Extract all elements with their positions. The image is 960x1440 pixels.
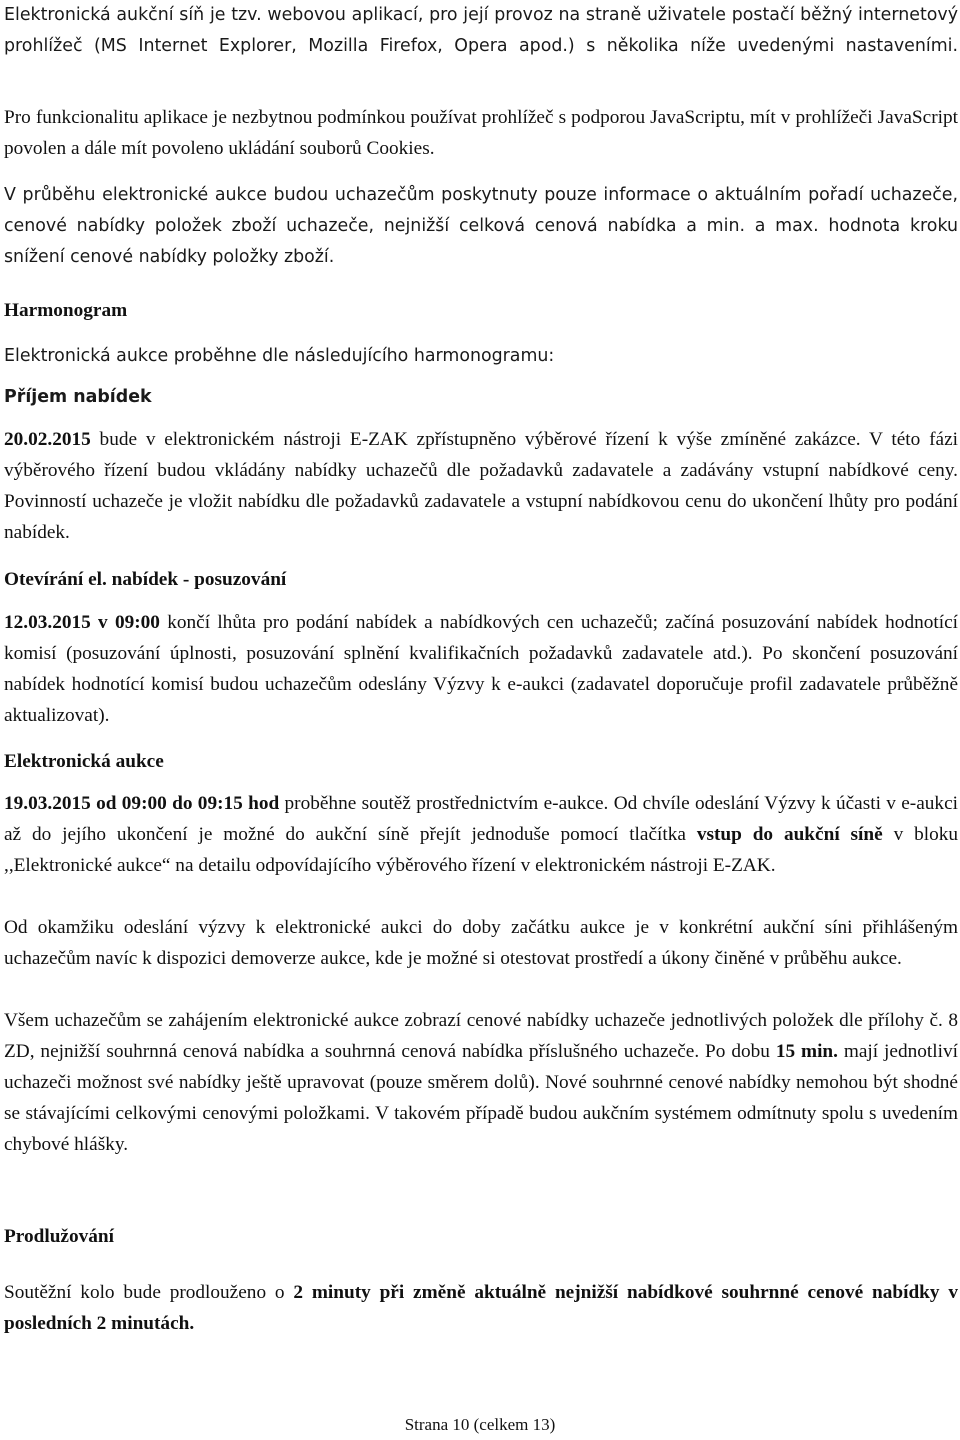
section-heading-harmonogram: Harmonogram bbox=[4, 300, 128, 321]
prijem-text-2: V této fázi výběrového řízení budou vkládány nabídky uchazečů dle požadavků zadavatele a zadávány vstupní nabídkové ceny. Povinností uchazeče je vložit nabídku dle požadavků zadavatele a vstupní nabídkovou cenu do ukončení lhůty pro podání nabídek. bbox=[4, 429, 958, 543]
prijem-text-1: bude v elektronickém nástroji E-ZAK zpřístupněno výběrové řízení k výše zmíněné zakázce. bbox=[90, 429, 870, 450]
aukce-text-2: v bloku ,,Elektronické aukce“ na detailu odpovídajícího výběrového řízení v elektronickém nástroji E-ZAK. bbox=[4, 824, 959, 876]
aukce-date: 19.03.2015 od 09:00 do 09:15 hod bbox=[4, 793, 280, 814]
section-heading-otevirani: Otevírání el. nabídek - posuzování bbox=[4, 569, 287, 590]
section-heading-prodluzovani: Prodlužování bbox=[4, 1226, 114, 1247]
intro-paragraph-1: Elektronická aukční síň je tzv. webovou aplikací, pro její provoz na straně uživatele postačí běžný internetový prohlížeč (MS Internet Explorer, Mozilla Firefox, Opera apod.) s několika níže uvedenými nastaveními. bbox=[4, 5, 958, 56]
aukce-paragraph-3 bbox=[4, 1005, 958, 1160]
aukce-p3-text-a: Všem uchazečům se zahájením elektronické aukce zobrazí cenové nabídky uchazeče jednotlivých položek dle přílohy č. 8 ZD, nejnižší souhrnná cenová nabídka a souhrnná cenová nabídka příslušného uchazeče. Po dobu bbox=[4, 1010, 958, 1062]
prodluzovani-text-a: Soutěžní kolo bude prodlouženo o bbox=[4, 1282, 294, 1303]
aukce-button-mention: vstup do aukční síně bbox=[696, 824, 883, 845]
aukce-p3-text-b: mají jednotliví uchazeči možnost své nabídky ještě upravovat (pouze směrem dolů). Nové souhrnné cenové nabídky nemohou být shodné se stávajícími celkovými cenovými položkami. V takovém případě budou aukčním systémem odmítnuty spolu s uvedením chybové hlášky. bbox=[4, 1041, 958, 1155]
prodluzovani-paragraph bbox=[4, 1277, 958, 1339]
section-heading-prijem: Příjem nabídek bbox=[4, 387, 152, 407]
aukce-text-1: proběhne soutěž prostřednictvím e-aukce. Od chvíle odeslání Výzvy k účasti v e-aukci až do jejího ukončení je možné do aukční síně přejít jednoduše pomocí tlačítka bbox=[4, 793, 958, 845]
aukce-p3-time: 15 min. bbox=[775, 1041, 838, 1062]
intro-paragraph-2: Pro funkcionalitu aplikace je nezbytnou podmínkou používat prohlížeč s podporou JavaScriptu, mít v prohlížeči JavaScript povolen a dále mít povoleno ukládání souborů Cookies. bbox=[4, 107, 958, 159]
prijem-date: 20.02.2015 bbox=[4, 429, 91, 450]
otevirani-text: končí lhůta pro podání nabídek a nabídkových cen uchazečů; začíná posuzování nabídek hodnotící komisí (posuzování úplnosti, posuzování splnění kvalifikačních požadavků zadavatele atd.). Po skončení posuzování nabídek hodnotící komisí budou uchazečům odeslány Výzvy k e-aukci (zadavatel doporučuje profil zadavatele průběžně aktualizovat). bbox=[4, 612, 958, 726]
prodluzovani-text-b: 2 minuty při změně aktuálně nejnižší nabídkové souhrnné cenové nabídky v posledních 2 minutách. bbox=[4, 1282, 958, 1334]
intro-paragraph-3: V průběhu elektronické aukce budou uchazečům poskytnuty pouze informace o aktuálním pořadí uchazeče, cenové nabídky položek zboží uchazeče, nejnižší celková cenová nabídka a min. a max. hodnota kroku snížení cenové nabídky položky zboží. bbox=[4, 185, 958, 267]
aukce-paragraph-1 bbox=[4, 788, 958, 881]
page-footer: Strana 10 (celkem 13) bbox=[404, 1415, 556, 1434]
otevirani-paragraph bbox=[4, 607, 958, 731]
harmonogram-intro: Elektronická aukce proběhne dle následujícího harmonogramu: bbox=[4, 346, 555, 366]
aukce-paragraph-2: Od okamžiku odeslání výzvy k elektronické aukci do doby začátku aukce je v konkrétní aukční síni přihlášeným uchazečům navíc k dispozici demoverze aukce, kde je možné si otestovat prostředí a úkony činěné v průběhu aukce. bbox=[4, 917, 958, 969]
otevirani-date: 12.03.2015 v 09:00 bbox=[4, 612, 160, 633]
section-heading-aukce: Elektronická aukce bbox=[4, 751, 164, 772]
prijem-paragraph bbox=[4, 424, 958, 548]
